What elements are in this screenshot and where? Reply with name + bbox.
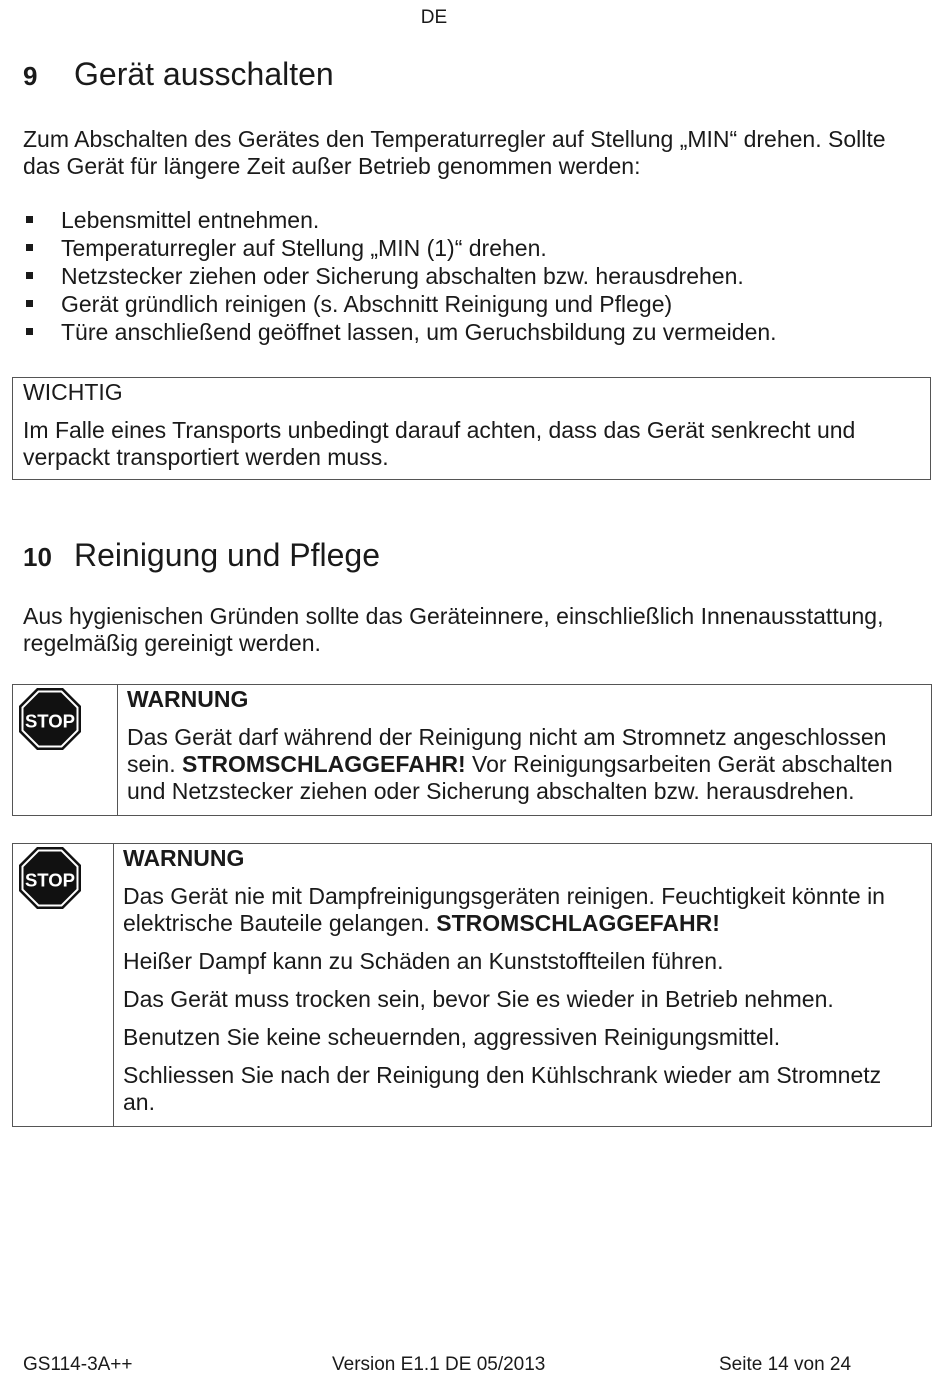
warning-paragraph: Schliessen Sie nach der Reinigung den Kühlschrank wieder am Stromnetz an. <box>123 1062 882 1115</box>
warning-icon-cell <box>13 685 118 815</box>
important-notice-box <box>12 377 931 480</box>
section-intro: Zum Abschalten des Gerätes den Temperaturregler auf Stellung „MIN“ drehen. Sollte das Gerät für längere Zeit außer Betrieb genommen werden: <box>23 126 886 179</box>
notice-title: WICHTIG <box>23 379 123 405</box>
svg-text:STOP: STOP <box>24 869 76 891</box>
shutdown-steps-list <box>23 206 777 346</box>
warning-title: WARNUNG <box>127 686 249 712</box>
warning-text: Das Gerät darf während der Reinigung nicht am Stromnetz angeschlossen sein. STROMSCHLAGGEFAHR! Vor Reinigungsarbeiten Gerät abschalten und Netzstecker ziehen oder Sicherung abschalten bzw. herausdrehen. <box>127 724 893 804</box>
warning-paragraph: Benutzen Sie keine scheuernden, aggressiven Reinigungsmittel. <box>123 1024 781 1050</box>
bullet-square-icon <box>26 216 33 223</box>
section-heading-9 <box>23 54 334 96</box>
list-item: Netzstecker ziehen oder Sicherung abschalten bzw. herausdrehen. <box>23 262 777 290</box>
section-title: Gerät ausschalten <box>74 56 334 92</box>
warning-box-power <box>12 684 932 816</box>
section-number: 9 <box>23 61 38 91</box>
warning-icon-cell <box>13 844 114 1126</box>
bullet-square-icon <box>26 328 33 335</box>
warning-box-steam <box>12 843 932 1127</box>
section-intro: Aus hygienischen Gründen sollte das Geräteinnere, einschließlich Innenausstattung, regelmäßig gereinigt werden. <box>23 603 884 656</box>
warning-text <box>123 883 918 1127</box>
list-item: Türe anschließend geöffnet lassen, um Geruchsbildung zu vermeiden. <box>23 318 777 346</box>
warning-paragraph: Heißer Dampf kann zu Schäden an Kunststoffteilen führen. <box>123 948 724 974</box>
list-item: Temperaturregler auf Stellung „MIN (1)“ drehen. <box>23 234 777 262</box>
section-title: Reinigung und Pflege <box>74 537 381 573</box>
footer-page-number: Seite 14 von 24 <box>719 1354 852 1375</box>
list-item: Lebensmittel entnehmen. <box>23 206 777 234</box>
warning-title: WARNUNG <box>123 845 245 871</box>
stop-sign-icon <box>18 846 82 910</box>
footer-version: Version E1.1 DE 05/2013 <box>332 1354 546 1375</box>
footer-model: GS114-3A++ <box>23 1354 133 1375</box>
stop-sign-icon <box>18 687 82 751</box>
section-number: 10 <box>23 542 52 572</box>
list-item: Gerät gründlich reinigen (s. Abschnitt Reinigung und Pflege) <box>23 290 777 318</box>
section-heading-10 <box>23 535 380 577</box>
warning-paragraph: Das Gerät muss trocken sein, bevor Sie es wieder in Betrieb nehmen. <box>123 986 834 1012</box>
warning-paragraph: Das Gerät nie mit Dampfreinigungsgeräten reinigen. Feuchtigkeit könnte in elektrische Bauteile gelangen. STROMSCHLAGGEFAHR! <box>123 883 885 936</box>
bullet-square-icon <box>26 300 33 307</box>
bullet-square-icon <box>26 244 33 251</box>
notice-text: Im Falle eines Transports unbedingt darauf achten, dass das Gerät senkrecht und verpackt transportiert werden muss. <box>23 417 856 470</box>
page-language-header: DE <box>420 7 448 28</box>
svg-text:STOP: STOP <box>24 710 76 732</box>
bullet-square-icon <box>26 272 33 279</box>
